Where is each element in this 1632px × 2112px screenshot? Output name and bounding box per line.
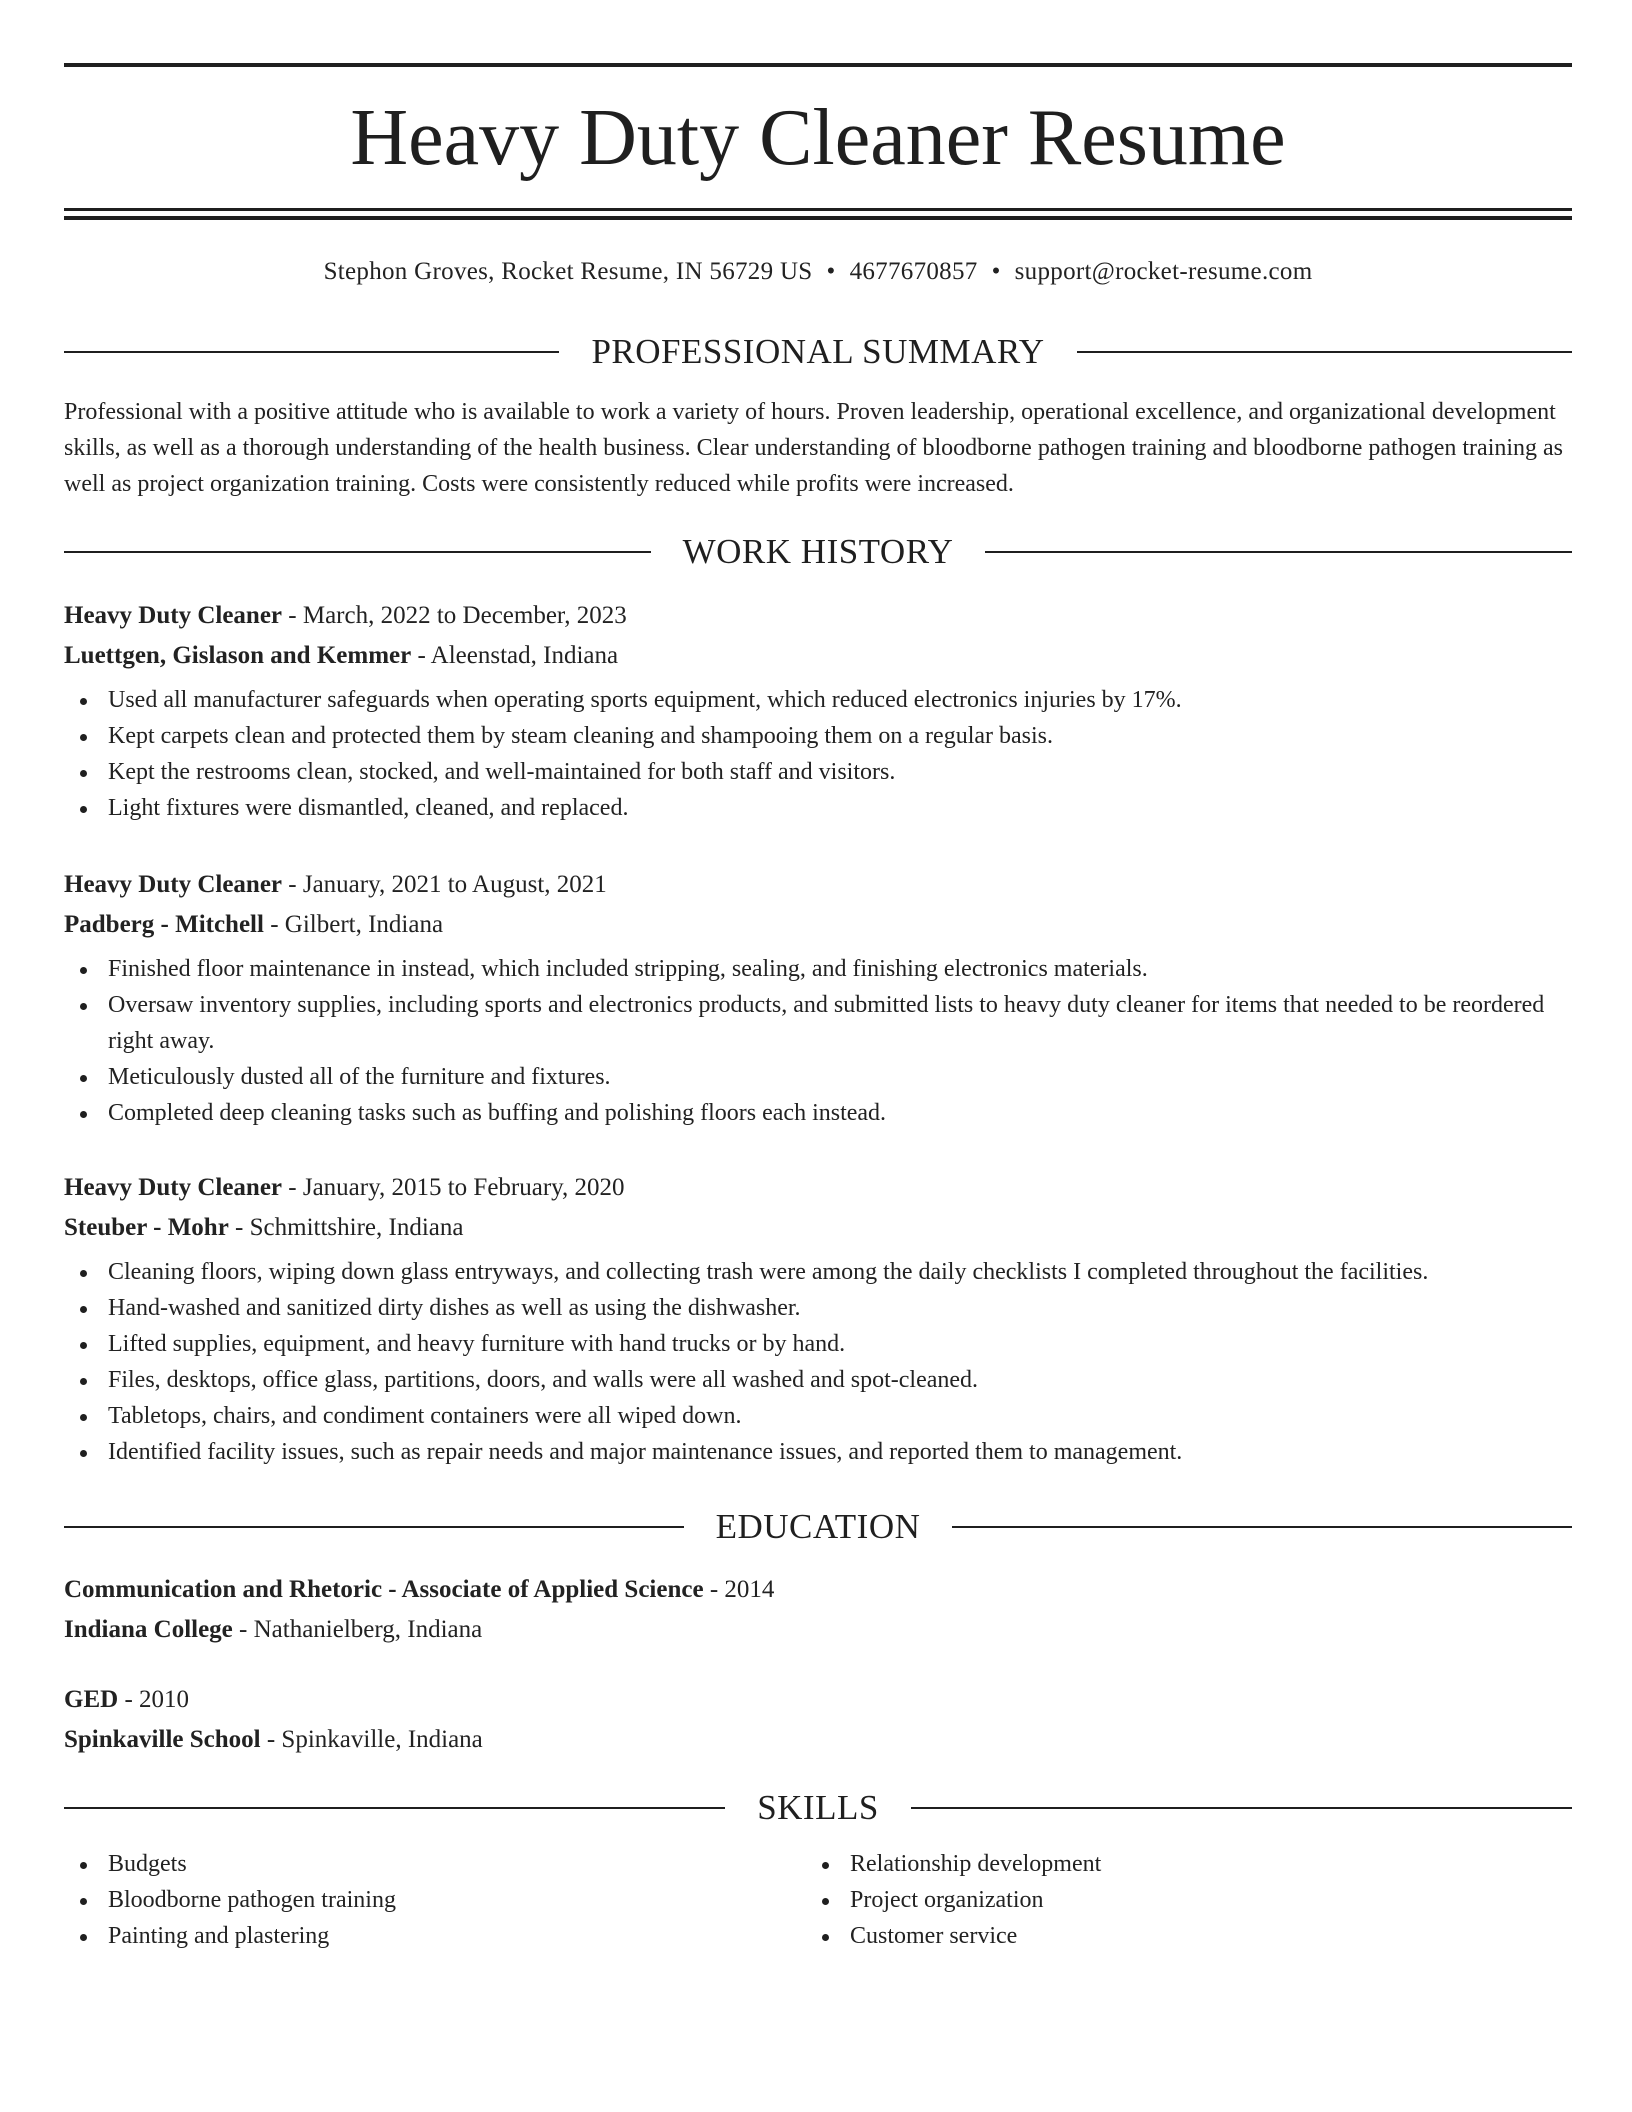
job-location: - Schmittshire, Indiana [228, 1214, 464, 1241]
job-bullets [64, 1254, 1572, 1470]
list-item: Oversaw inventory supplies, including sports and electronics products, and submitted lists to heavy duty cleaner for items that needed to be reordered right away. [64, 987, 1572, 1059]
education-degree: Communication and Rhetoric - Associate of Applied Science [64, 1576, 704, 1603]
job-dates: - March, 2022 to December, 2023 [282, 602, 627, 629]
list-item: Identified facility issues, such as repair needs and major maintenance issues, and reported them to management. [64, 1434, 1572, 1470]
job-title: Heavy Duty Cleaner [64, 602, 283, 629]
list-item: Cleaning floors, wiping down glass entryways, and collecting trash were among the daily checklists I completed throughout the facilities. [64, 1254, 1572, 1290]
education-year: - 2014 [703, 1576, 775, 1603]
job-title-line [64, 865, 1572, 905]
job-dates: - January, 2015 to February, 2020 [282, 1174, 625, 1201]
list-item: Relationship development [806, 1846, 1546, 1882]
contact-line [64, 254, 1572, 290]
list-item: Bloodborne pathogen training [64, 1882, 804, 1918]
job-company: Luettgen, Gislason and Kemmer [64, 642, 412, 669]
job-company-line [64, 905, 1572, 945]
list-item: Kept the restrooms clean, stocked, and well-maintained for both staff and visitors. [64, 754, 1572, 790]
list-item: Tabletops, chairs, and condiment containers were all wiped down. [64, 1398, 1572, 1434]
education-school: Spinkaville School [64, 1726, 261, 1753]
list-item: Meticulously dusted all of the furniture and fixtures. [64, 1059, 1572, 1095]
section-header-summary [64, 330, 1572, 374]
list-item: Completed deep cleaning tasks such as buffing and polishing floors each instead. [64, 1095, 1572, 1131]
education-school-line [64, 1720, 1572, 1760]
job-location: - Aleenstad, Indiana [411, 642, 619, 669]
top-rule [64, 63, 1572, 67]
job-dates: - January, 2021 to August, 2021 [282, 871, 607, 898]
section-header-skills [64, 1786, 1572, 1830]
list-item: Used all manufacturer safeguards when operating sports equipment, which reduced electronics injuries by 17%. [64, 682, 1572, 718]
education-degree-line [64, 1680, 1572, 1720]
education-location: - Spinkaville, Indiana [260, 1726, 483, 1753]
job-location: - Gilbert, Indiana [263, 911, 444, 938]
section-title: EDUCATION [715, 1507, 921, 1546]
section-header-work-history [64, 530, 1572, 574]
job-title-line [64, 596, 1572, 636]
summary-paragraph: Professional with a positive attitude who is available to work a variety of hours. Proven leadership, operational excellence, and organizational development skills, as well as a thorough understanding of the health business. Clear understanding of bloodborne pathogen training and bloodborne pathogen training as well as project organization training. Costs were consistently reduced while profits were increased. [64, 399, 1564, 497]
title-double-rule [64, 208, 1572, 220]
list-item: Budgets [64, 1846, 804, 1882]
education-year: - 2010 [118, 1686, 190, 1713]
education-degree-line [64, 1570, 1572, 1610]
section-title: PROFESSIONAL SUMMARY [591, 332, 1045, 371]
list-item: Finished floor maintenance in instead, which included stripping, sealing, and finishing electronics materials. [64, 951, 1572, 987]
list-item: Customer service [806, 1918, 1546, 1954]
job-bullets [64, 682, 1572, 826]
list-item: Kept carpets clean and protected them by steam cleaning and shampooing them on a regular basis. [64, 718, 1572, 754]
list-item: Project organization [806, 1882, 1546, 1918]
job-title: Heavy Duty Cleaner [64, 871, 283, 898]
job-company: Padberg - Mitchell [64, 911, 264, 938]
list-item: Hand-washed and sanitized dirty dishes as well as using the dishwasher. [64, 1290, 1572, 1326]
education-location: - Nathanielberg, Indiana [232, 1616, 483, 1643]
education-degree: GED [64, 1686, 119, 1713]
list-item: Lifted supplies, equipment, and heavy furniture with hand trucks or by hand. [64, 1326, 1572, 1362]
skills-column-left [64, 1846, 804, 1954]
job-entry [64, 865, 1572, 1131]
job-entry [64, 596, 1572, 826]
job-title: Heavy Duty Cleaner [64, 1174, 283, 1201]
contact-separator: • [991, 258, 1001, 285]
job-bullets [64, 951, 1572, 1131]
list-item: Files, desktops, office glass, partitions, doors, and walls were all washed and spot-cleaned. [64, 1362, 1572, 1398]
skills-list [806, 1846, 1546, 1954]
section-title: WORK HISTORY [682, 532, 954, 571]
skills-list [64, 1846, 804, 1954]
section-title: SKILLS [757, 1788, 879, 1827]
job-company: Steuber - Mohr [64, 1214, 229, 1241]
education-school-line [64, 1610, 1572, 1650]
contact-email: support@rocket-resume.com [1014, 258, 1313, 285]
job-company-line [64, 1208, 1572, 1248]
contact-phone: 4677670857 [849, 258, 978, 285]
education-school: Indiana College [64, 1616, 233, 1643]
education-entry [64, 1680, 1572, 1760]
list-item: Painting and plastering [64, 1918, 804, 1954]
resume-title: Heavy Duty Cleaner Resume [350, 94, 1286, 182]
job-title-line [64, 1168, 1572, 1208]
job-company-line [64, 636, 1572, 676]
job-entry [64, 1168, 1572, 1470]
skills-column-right [806, 1846, 1546, 1954]
contact-address: Stephon Groves, Rocket Resume, IN 56729 US [323, 258, 813, 285]
list-item: Light fixtures were dismantled, cleaned, and replaced. [64, 790, 1572, 826]
section-header-education [64, 1505, 1572, 1549]
education-entry [64, 1570, 1572, 1650]
contact-separator: • [826, 258, 836, 285]
